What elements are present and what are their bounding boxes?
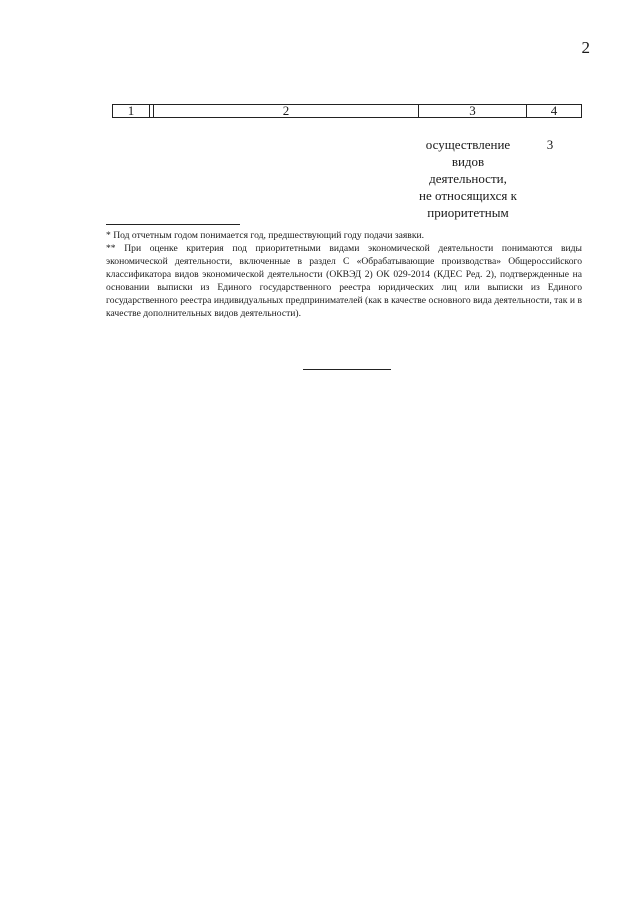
criterion-line: не относящихся к [419, 188, 517, 203]
criterion-line: видов [451, 154, 485, 169]
table-criterion-text [412, 136, 524, 221]
footnote-divider [106, 224, 240, 225]
document-end-divider [303, 369, 391, 370]
page-number: 2 [581, 38, 590, 57]
footnote-priority-activities: ** При оценке критерия под приоритетными видами экономической деятельности понимаются виды экономической деятельности, включенные в раздел С «Обрабатывающие производства» Общероссийского классификатора видов экономической деятельности (ОКВЭД 2) ОК 029-2014 (КДЕС Ред. 2), подтвержденные на основании выписки из Единого государственного реестра юридических лиц или выписки из Единого государственного реестра индивидуальных предпринимателей (как в качестве основного вида деятельности, так и в качестве дополнительных видов деятельности). [106, 243, 582, 319]
table-header-cell-2: 2 [154, 105, 419, 117]
table-header-cell-1: 1 [113, 105, 150, 117]
table-score-value: 3 [546, 137, 554, 152]
table-header-row [112, 104, 582, 118]
criterion-line: деятельности, [429, 171, 507, 186]
footnote-reporting-year: * Под отчетным годом понимается год, предшествующий году подачи заявки. [106, 230, 425, 241]
table-header-cell-4: 4 [550, 103, 558, 118]
criterion-line: осуществление [425, 137, 511, 152]
criterion-line: приоритетным [427, 205, 509, 220]
footnotes [106, 229, 582, 320]
table-header-cell-3: 3 [419, 105, 527, 117]
